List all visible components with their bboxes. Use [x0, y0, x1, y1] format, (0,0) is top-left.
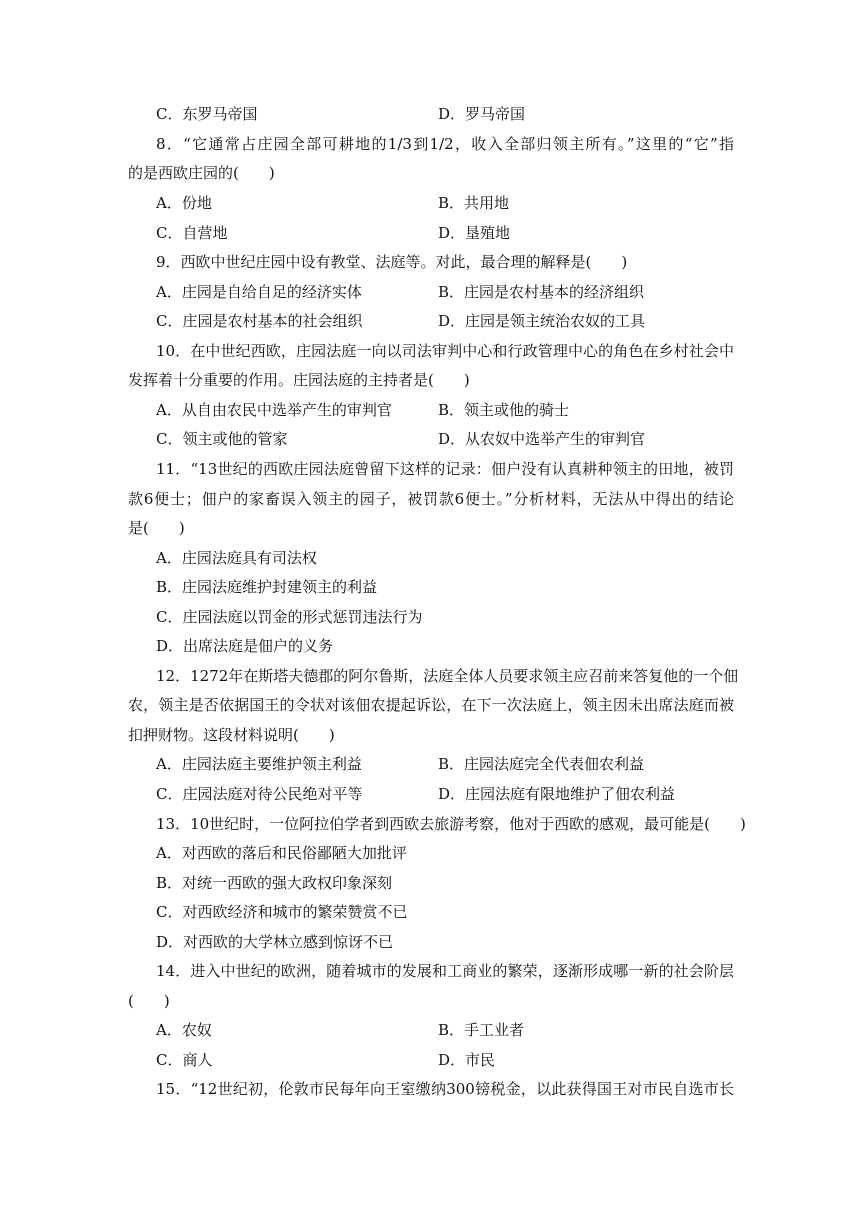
- exam-page: C．东罗马帝国 D．罗马帝国 8．“它通常占庄园全部可耕地的1/3到1/2，收入全部归领主所有。”这里的“它”指 的是西欧庄园的( ) A．份地 B．共用地 C．自营地 D．垦殖地 9．西欧中世纪庄园中设有教堂、法庭等。对此，最合理的解释是( ) A．庄园是自给自足的经济实体 B．庄园是农村基本的经济组织 C．庄园是农村基本的社会组织 D．庄园是领主统治农奴的工具 10．在中世纪西欧，庄园法庭一向以司法审判中心和行政管理中心的角色在乡村社会中 发挥着十分重要的作用。庄园法庭的主持者是( ) A．从自由农民中选举产生的审判官 B．领主或他的骑士 C．领主或他的管家 D．从农奴中选举产生的审判官 11．“13世纪的西欧庄园法庭曾留下这样的记录：佃户没有认真耕种领主的田地，被罚 款6便士；佃户的家畜误入领主的园子，被罚款6便士。”分析材料，无法从中得出的结论 是( ) A．庄园法庭具有司法权 B．庄园法庭维护封建领主的利益 C．庄园法庭以罚金的形式惩罚违法行为 D．出席法庭是佃户的义务 12．1272年在斯塔夫德郡的阿尔鲁斯，法庭全体人员要求领主应召前来答复他的一个佃 农，领主是否依据国王的令状对该佃农提起诉讼，在下一次法庭上，领主因未出席法庭而被 扣押财物。这段材料说明( ) A．庄园法庭主要维护领主利益 B．庄园法庭完全代表佃农利益 C．庄园法庭对待公民绝对平等 D．庄园法庭有限地维护了佃农利益 13．10世纪时，一位阿拉伯学者到西欧去旅游考察，他对于西欧的感观，最可能是( ) A．对西欧的落后和民俗鄙陋大加批评 B．对统一西欧的强大政权印象深刻 C．对西欧经济和城市的繁荣赞赏不已 D．对西欧的大学林立感到惊讶不已 14．进入中世纪的欧洲，随着城市的发展和工商业的繁荣，逐渐形成哪一新的社会阶层 ( ) A．农奴 B．手工业者 C．商人 D．市民 15．“12世纪初，伦敦市民每年向王室缴纳300镑税金，以此获得国王对市民自选市长: [128, 105, 746, 1098]
- q14-option-a: A．农奴: [156, 1021, 212, 1039]
- q10-option-d: D．从农奴中选举产生的审判官: [438, 430, 646, 448]
- q12-option-d: D．庄园法庭有限地维护了佃农利益: [438, 785, 676, 803]
- q9-option-a: A．庄园是自给自足的经济实体: [156, 283, 362, 301]
- q8-option-b: B．共用地: [438, 194, 510, 212]
- q11-option-b: B．庄园法庭维护封建领主的利益: [156, 578, 378, 596]
- q7-option-d: D．罗马帝国: [438, 105, 526, 123]
- q9-option-b: B．庄园是农村基本的经济组织: [438, 283, 645, 301]
- q11-option-c: C．庄园法庭以罚金的形式惩罚违法行为: [156, 608, 423, 626]
- q12-option-b: B．庄园法庭完全代表佃农利益: [438, 755, 645, 773]
- q13-option-a: A．对西欧的落后和民俗鄙陋大加批评: [156, 844, 407, 862]
- q13-option-c: C．对西欧经济和城市的繁荣赞赏不已: [156, 903, 408, 921]
- q7-option-c: C．东罗马帝国: [156, 105, 258, 123]
- q11-option-a: A．庄园法庭具有司法权: [156, 549, 317, 567]
- q11-option-d: D．出席法庭是佃户的义务: [156, 637, 334, 655]
- q8-option-c: C．自营地: [156, 224, 228, 242]
- q14-option-d: D．市民: [438, 1051, 496, 1069]
- q14-option-c: C．商人: [156, 1051, 213, 1069]
- q8-option-a: A．份地: [156, 194, 212, 212]
- q8-option-d: D．垦殖地: [438, 224, 511, 242]
- q9-option-c: C．庄园是农村基本的社会组织: [156, 312, 363, 330]
- q10-option-c: C．领主或他的管家: [156, 430, 288, 448]
- q10-option-a: A．从自由农民中选举产生的审判官: [156, 401, 392, 419]
- q12-option-a: A．庄园法庭主要维护领主利益: [156, 755, 362, 773]
- q13-option-d: D．对西欧的大学林立感到惊讶不已: [156, 933, 394, 951]
- q12-option-c: C．庄园法庭对待公民绝对平等: [156, 785, 363, 803]
- q10-option-b: B．领主或他的骑士: [438, 401, 570, 419]
- q9-option-d: D．庄园是领主统治农奴的工具: [438, 312, 646, 330]
- q14-option-b: B．手工业者: [438, 1021, 525, 1039]
- q13-option-b: B．对统一西欧的强大政权印象深刻: [156, 874, 393, 892]
